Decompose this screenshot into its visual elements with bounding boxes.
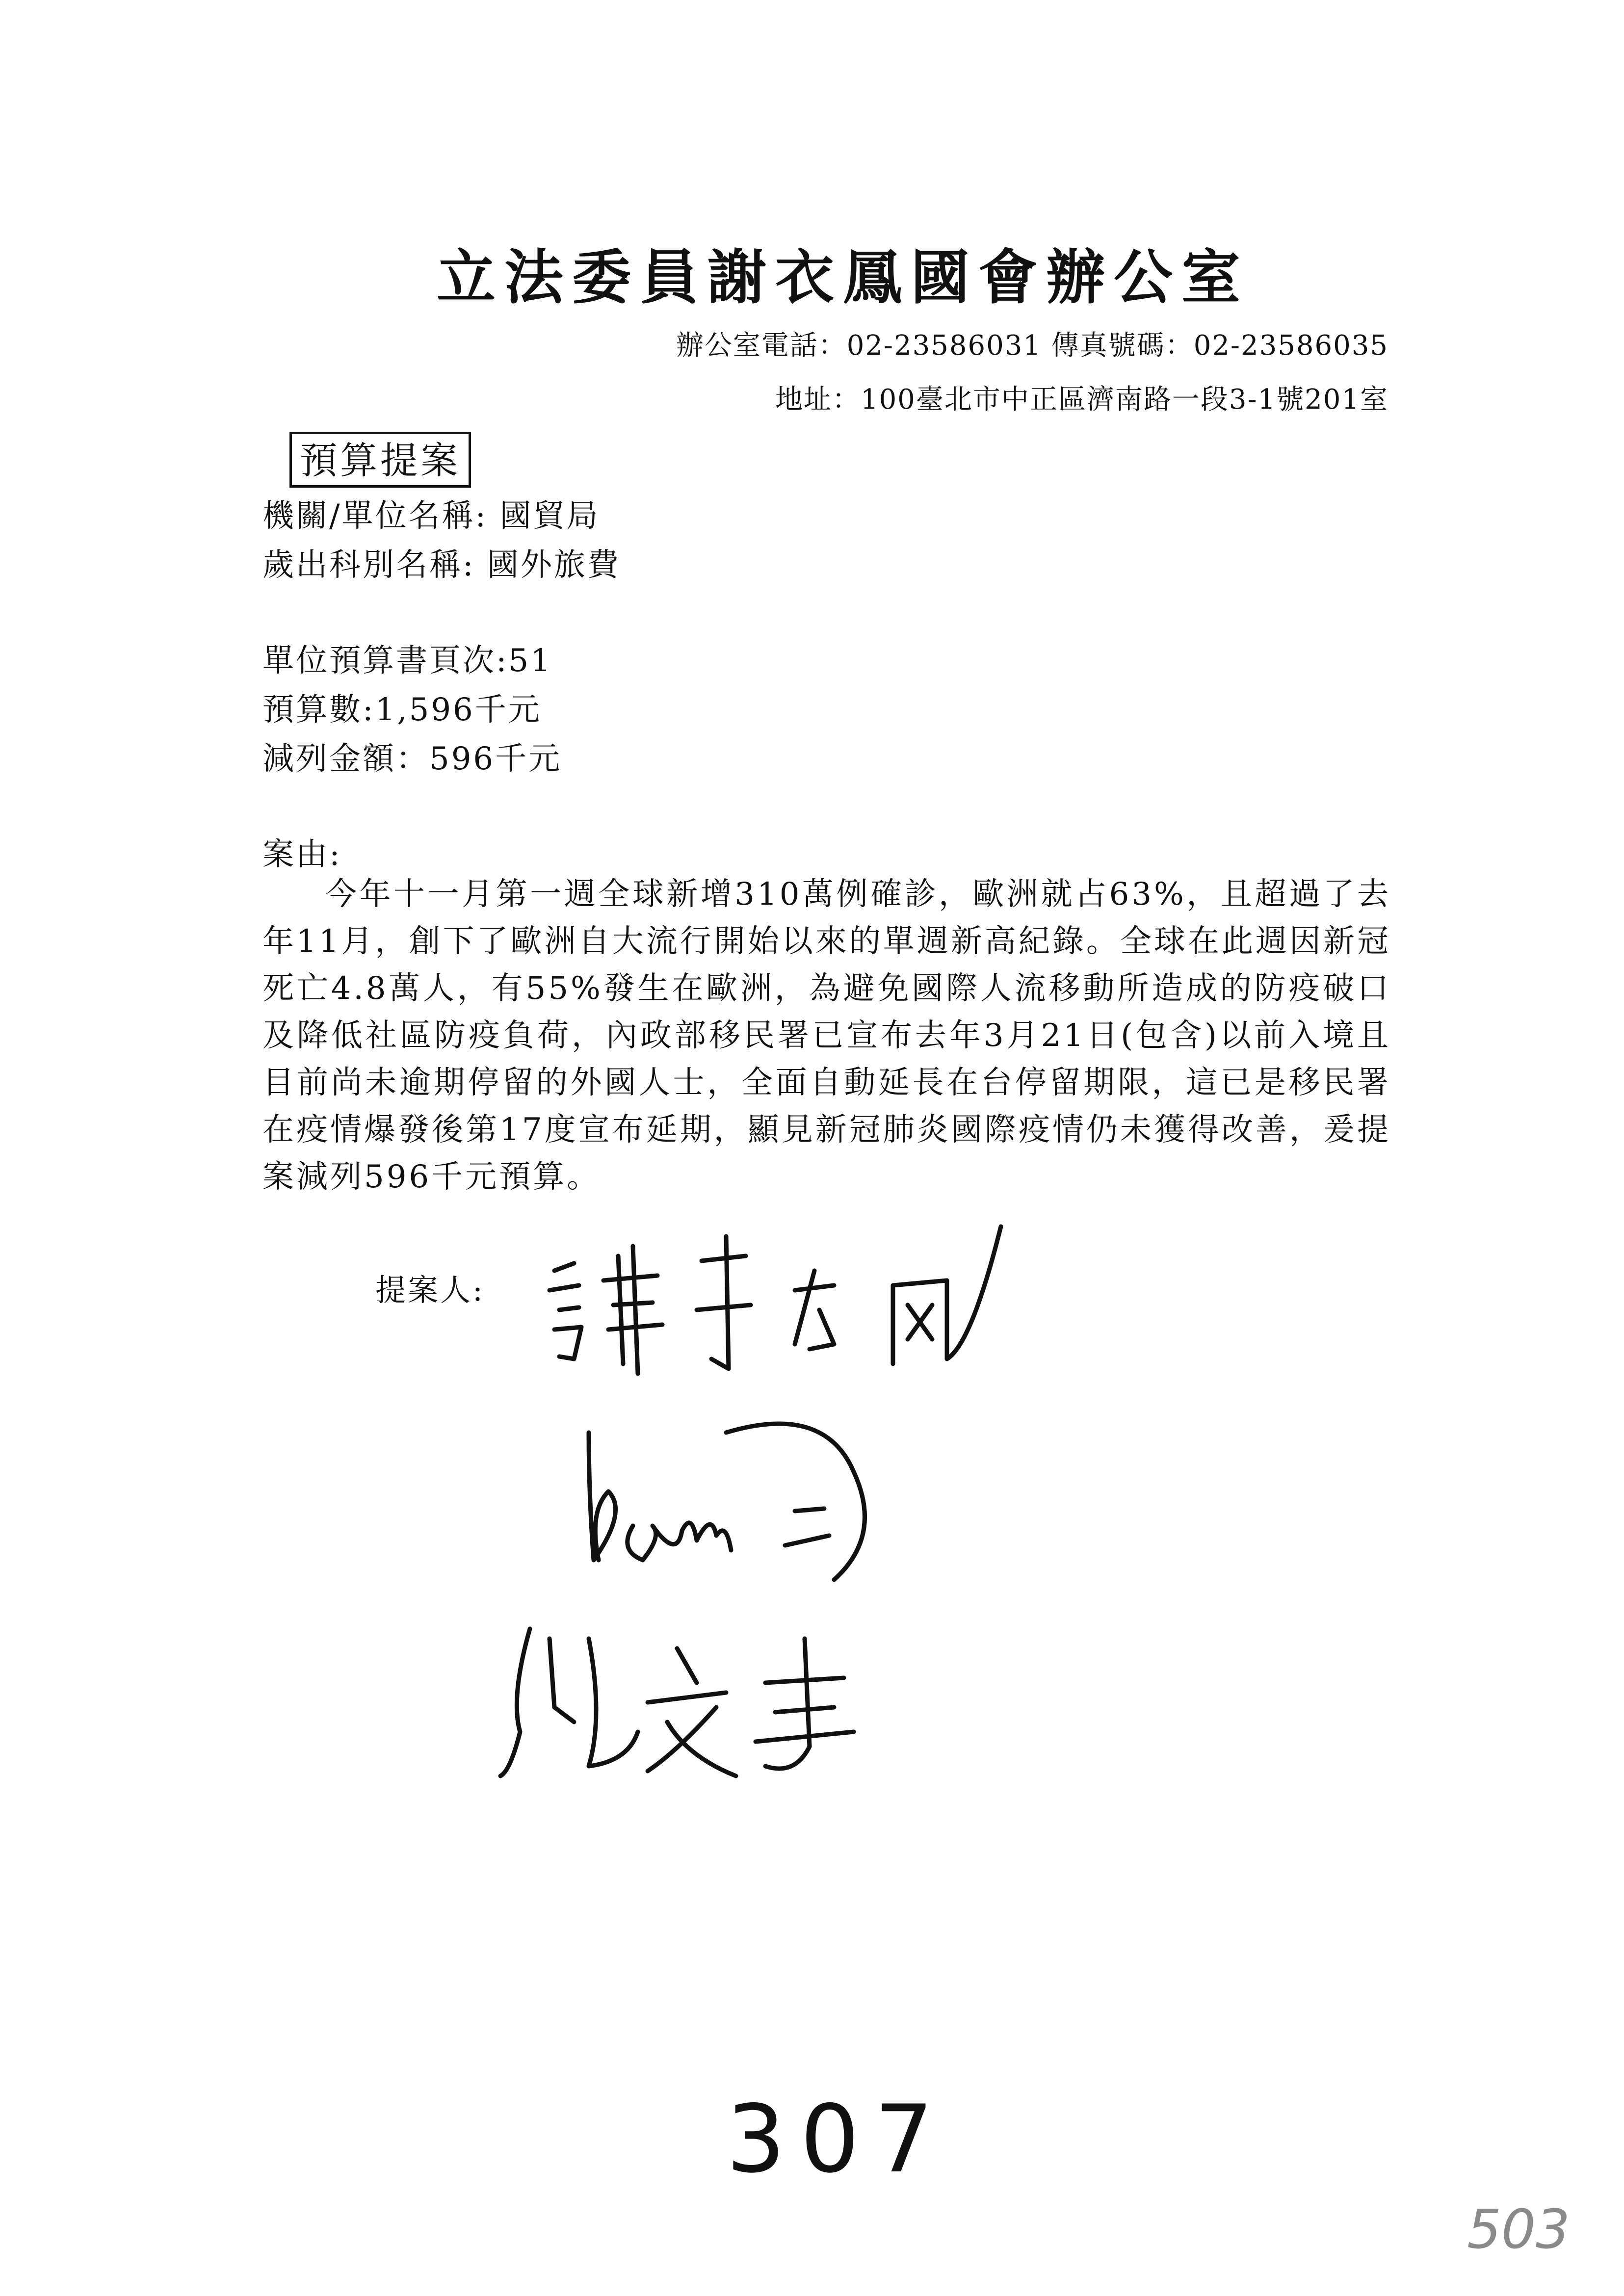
office-phone-fax: 辦公室電話：02-23586031 傳真號碼：02-23586035 — [676, 330, 1388, 362]
signature-1 — [540, 1217, 1006, 1379]
reason-label: 案由: — [262, 836, 342, 873]
expense-item-field: 歲出科別名稱: 國外旅費 — [262, 547, 621, 583]
agency-field: 機關/單位名稱: 國貿局 — [262, 498, 600, 534]
office-title: 立法委員謝衣鳳國會辦公室 — [437, 243, 1249, 312]
signature-2 — [579, 1413, 898, 1585]
cut-amount-field: 減列金額：596千元 — [262, 741, 562, 777]
doc-type-box: 預算提案 — [289, 432, 471, 488]
page-number: 307 — [726, 2085, 948, 2193]
proposer-label: 提案人: — [375, 1272, 485, 1308]
reason-text: 今年十一月第一週全球新增310萬例確診，歐洲就占63%，且超過了去年11月，創下了歐洲自大流行開始以來的單週新高紀錄。全球在此週因新冠死亡4.8萬人，有55%發生在歐洲，為避免國際人流移動所造成的防疫破口及降低社區防疫負荷，內政部移民署已宣布去年3月21日(包含)以前入境且目前尚未逾期停留的外國人士，全面自動延長在台停留期限，這已是移民署在疫情爆發後第17度宣布延期，顯見新冠肺炎國際疫情仍未獲得改善，爰提案減列596千元預算。 — [262, 876, 1391, 1195]
office-address: 地址：100臺北市中正區濟南路一段3-1號201室 — [775, 384, 1388, 416]
budget-amount-field: 預算數:1,596千元 — [262, 692, 542, 728]
budget-page-field: 單位預算書頁次:51 — [262, 643, 552, 679]
corner-stamp-number: 503 — [1467, 2198, 1570, 2261]
signature-3 — [491, 1609, 883, 1796]
